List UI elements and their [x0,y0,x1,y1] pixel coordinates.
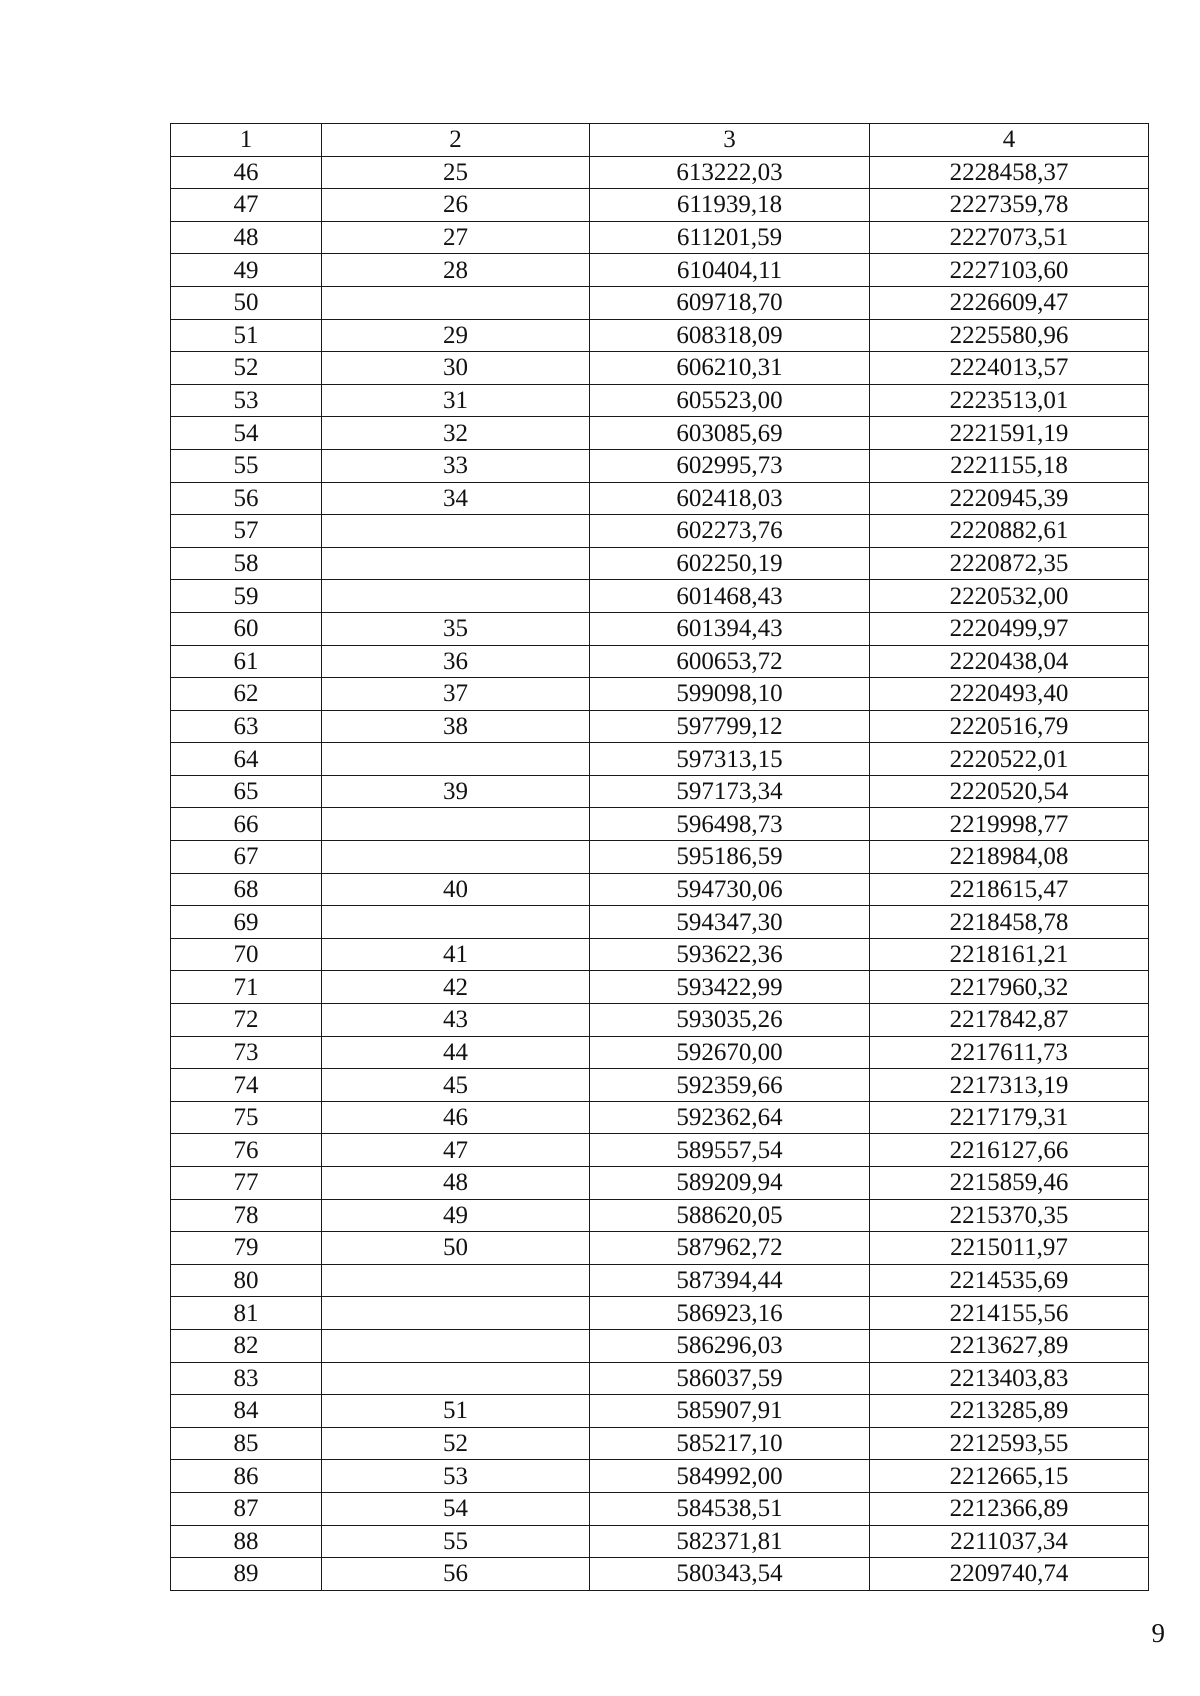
table-cell-col-1: 84 [171,1395,322,1428]
table-cell-col-4: 2220516,79 [870,710,1149,743]
table-row [171,743,1149,776]
table-cell-col-4: 2218615,47 [870,873,1149,906]
table-row [171,710,1149,743]
table-cell-col-2: 26 [322,189,590,222]
table-header [171,124,1149,157]
table-cell-col-1: 77 [171,1167,322,1200]
table-row [171,1167,1149,1200]
table-cell-col-1: 62 [171,678,322,711]
table-cell-col-4: 2217960,32 [870,971,1149,1004]
table-cell-col-2: 44 [322,1036,590,1069]
table-cell-col-4: 2218161,21 [870,938,1149,971]
table-row [171,678,1149,711]
table-cell-col-3: 593422,99 [590,971,870,1004]
table-cell-col-3: 587962,72 [590,1232,870,1265]
table-cell-col-2: 39 [322,775,590,808]
table-row [171,873,1149,906]
table-cell-col-2: 32 [322,417,590,450]
table-cell-col-3: 592359,66 [590,1069,870,1102]
table-cell-col-2: 37 [322,678,590,711]
table-cell-col-1: 49 [171,254,322,287]
table-cell-col-2 [322,841,590,874]
table-cell-col-1: 82 [171,1329,322,1362]
table-cell-col-4: 2220945,39 [870,482,1149,515]
table-cell-col-2: 48 [322,1167,590,1200]
table-row [171,189,1149,222]
table-row [171,612,1149,645]
table-cell-col-1: 61 [171,645,322,678]
table-cell-col-4: 2220438,04 [870,645,1149,678]
table-cell-col-4: 2213403,83 [870,1362,1149,1395]
table-cell-col-1: 56 [171,482,322,515]
table-cell-col-3: 584538,51 [590,1492,870,1525]
table-cell-col-3: 603085,69 [590,417,870,450]
table-cell-col-4: 2215859,46 [870,1167,1149,1200]
table-row [171,1492,1149,1525]
table-cell-col-2 [322,580,590,613]
table-cell-col-4: 2217179,31 [870,1101,1149,1134]
table-cell-col-4: 2217842,87 [870,1004,1149,1037]
table-cell-col-4: 2220522,01 [870,743,1149,776]
table-cell-col-2: 33 [322,449,590,482]
table-cell-col-1: 83 [171,1362,322,1395]
coordinates-table [170,123,1149,1591]
table-cell-col-4: 2218458,78 [870,906,1149,939]
table-cell-col-4: 2221155,18 [870,449,1149,482]
table-cell-col-3: 593035,26 [590,1004,870,1037]
page-number: 9 [1151,1618,1165,1648]
column-header-3: 3 [590,124,870,157]
table-row [171,1004,1149,1037]
table-cell-col-3: 602418,03 [590,482,870,515]
table-cell-col-4: 2224013,57 [870,352,1149,385]
table-cell-col-4: 2215370,35 [870,1199,1149,1232]
table-row [171,482,1149,515]
table-cell-col-4: 2212366,89 [870,1492,1149,1525]
table-cell-col-2 [322,906,590,939]
table-cell-col-2: 28 [322,254,590,287]
table-cell-col-2: 43 [322,1004,590,1037]
table-cell-col-2: 36 [322,645,590,678]
table-cell-col-1: 71 [171,971,322,1004]
table-cell-col-3: 597313,15 [590,743,870,776]
table-cell-col-2: 38 [322,710,590,743]
table-cell-col-2 [322,1329,590,1362]
table-cell-col-2 [322,286,590,319]
table-cell-col-1: 47 [171,189,322,222]
table-cell-col-3: 595186,59 [590,841,870,874]
table-cell-col-2: 49 [322,1199,590,1232]
table-cell-col-4: 2228458,37 [870,156,1149,189]
table-cell-col-3: 602273,76 [590,515,870,548]
table-row [171,938,1149,971]
table-cell-col-1: 81 [171,1297,322,1330]
table-cell-col-1: 59 [171,580,322,613]
table-cell-col-2: 55 [322,1525,590,1558]
table-cell-col-1: 67 [171,841,322,874]
table-cell-col-1: 58 [171,547,322,580]
table-cell-col-3: 584992,00 [590,1460,870,1493]
table-cell-col-3: 587394,44 [590,1264,870,1297]
table-row [171,156,1149,189]
table-cell-col-3: 606210,31 [590,352,870,385]
table-row [171,1525,1149,1558]
table-cell-col-3: 592670,00 [590,1036,870,1069]
table-cell-col-1: 51 [171,319,322,352]
table-row [171,1101,1149,1134]
table-cell-col-3: 582371,81 [590,1525,870,1558]
table-cell-col-4: 2220499,97 [870,612,1149,645]
table-cell-col-3: 600653,72 [590,645,870,678]
table-row [171,449,1149,482]
table-cell-col-3: 610404,11 [590,254,870,287]
table-cell-col-1: 53 [171,384,322,417]
table-cell-col-4: 2212665,15 [870,1460,1149,1493]
table-cell-col-3: 611201,59 [590,221,870,254]
table-cell-col-4: 2213285,89 [870,1395,1149,1428]
table-cell-col-1: 60 [171,612,322,645]
table-cell-col-3: 589557,54 [590,1134,870,1167]
table-cell-col-2 [322,515,590,548]
table-cell-col-2: 54 [322,1492,590,1525]
table-cell-col-2: 46 [322,1101,590,1134]
table-row [171,906,1149,939]
table-row [171,319,1149,352]
table-cell-col-3: 601468,43 [590,580,870,613]
table-cell-col-1: 85 [171,1427,322,1460]
table-cell-col-2: 40 [322,873,590,906]
table-cell-col-2 [322,547,590,580]
table-cell-col-4: 2227359,78 [870,189,1149,222]
table-row [171,775,1149,808]
table-cell-col-1: 79 [171,1232,322,1265]
table-cell-col-3: 608318,09 [590,319,870,352]
table-cell-col-4: 2220532,00 [870,580,1149,613]
table-cell-col-1: 46 [171,156,322,189]
table-row [171,417,1149,450]
table-cell-col-3: 589209,94 [590,1167,870,1200]
table-cell-col-3: 602250,19 [590,547,870,580]
table-cell-col-2: 45 [322,1069,590,1102]
table-cell-col-2 [322,1264,590,1297]
table-row [171,1264,1149,1297]
table-cell-col-3: 585217,10 [590,1427,870,1460]
table-cell-col-3: 611939,18 [590,189,870,222]
table-cell-col-1: 66 [171,808,322,841]
table-cell-col-1: 86 [171,1460,322,1493]
table-cell-col-2: 30 [322,352,590,385]
table-cell-col-3: 586037,59 [590,1362,870,1395]
table-cell-col-3: 597799,12 [590,710,870,743]
table-row [171,580,1149,613]
table-cell-col-2: 29 [322,319,590,352]
table-cell-col-1: 54 [171,417,322,450]
table-cell-col-3: 588620,05 [590,1199,870,1232]
column-header-4: 4 [870,124,1149,157]
table-row [171,384,1149,417]
table-cell-col-1: 64 [171,743,322,776]
table-cell-col-4: 2209740,74 [870,1558,1149,1591]
table-cell-col-2: 47 [322,1134,590,1167]
table-cell-col-2 [322,1362,590,1395]
table-cell-col-3: 593622,36 [590,938,870,971]
table-cell-col-3: 594347,30 [590,906,870,939]
table-cell-col-2: 34 [322,482,590,515]
table-cell-col-1: 73 [171,1036,322,1069]
table-cell-col-4: 2226609,47 [870,286,1149,319]
table-cell-col-2: 50 [322,1232,590,1265]
table-row [171,1069,1149,1102]
table-cell-col-3: 596498,73 [590,808,870,841]
table-cell-col-3: 602995,73 [590,449,870,482]
table-row [171,1232,1149,1265]
table-row [171,1297,1149,1330]
table-row [171,1362,1149,1395]
table-cell-col-2: 31 [322,384,590,417]
column-header-1: 1 [171,124,322,157]
table-cell-col-4: 2214535,69 [870,1264,1149,1297]
table-cell-col-1: 74 [171,1069,322,1102]
table-cell-col-2: 56 [322,1558,590,1591]
table-cell-col-1: 69 [171,906,322,939]
table-cell-col-4: 2212593,55 [870,1427,1149,1460]
table-cell-col-3: 592362,64 [590,1101,870,1134]
table-cell-col-3: 580343,54 [590,1558,870,1591]
table-cell-col-2: 25 [322,156,590,189]
table-cell-col-1: 68 [171,873,322,906]
table-row [171,1395,1149,1428]
table-row [171,971,1149,1004]
table-cell-col-2: 41 [322,938,590,971]
table-cell-col-3: 605523,00 [590,384,870,417]
table-cell-col-4: 2211037,34 [870,1525,1149,1558]
table-cell-col-4: 2216127,66 [870,1134,1149,1167]
table-cell-col-2 [322,1297,590,1330]
table-cell-col-4: 2227073,51 [870,221,1149,254]
table-row [171,515,1149,548]
table-cell-col-1: 78 [171,1199,322,1232]
table-cell-col-2: 42 [322,971,590,1004]
table-cell-col-1: 50 [171,286,322,319]
table-row [171,1134,1149,1167]
table-row [171,352,1149,385]
table-row [171,547,1149,580]
table-cell-col-1: 89 [171,1558,322,1591]
table-cell-col-4: 2220493,40 [870,678,1149,711]
table-cell-col-2: 51 [322,1395,590,1428]
table-cell-col-4: 2220872,35 [870,547,1149,580]
table-cell-col-1: 76 [171,1134,322,1167]
table-cell-col-3: 586923,16 [590,1297,870,1330]
table-cell-col-3: 613222,03 [590,156,870,189]
table-cell-col-1: 75 [171,1101,322,1134]
table-cell-col-3: 594730,06 [590,873,870,906]
table-cell-col-4: 2213627,89 [870,1329,1149,1362]
table-cell-col-4: 2221591,19 [870,417,1149,450]
table-row [171,1427,1149,1460]
table-cell-col-4: 2223513,01 [870,384,1149,417]
table-row [171,808,1149,841]
table-row [171,1036,1149,1069]
table-cell-col-1: 48 [171,221,322,254]
table-cell-col-4: 2218984,08 [870,841,1149,874]
table-cell-col-1: 88 [171,1525,322,1558]
table-cell-col-2 [322,743,590,776]
table-row [171,1460,1149,1493]
table-cell-col-4: 2227103,60 [870,254,1149,287]
table-cell-col-4: 2214155,56 [870,1297,1149,1330]
table-cell-col-1: 87 [171,1492,322,1525]
table-cell-col-2: 27 [322,221,590,254]
table-cell-col-1: 72 [171,1004,322,1037]
table-cell-col-2: 35 [322,612,590,645]
table-cell-col-1: 63 [171,710,322,743]
table-cell-col-1: 70 [171,938,322,971]
table-cell-col-1: 52 [171,352,322,385]
table-row [171,1199,1149,1232]
table-cell-col-4: 2217313,19 [870,1069,1149,1102]
table-cell-col-4: 2220882,61 [870,515,1149,548]
table-cell-col-2: 52 [322,1427,590,1460]
table-cell-col-2: 53 [322,1460,590,1493]
table-cell-col-3: 609718,70 [590,286,870,319]
header-row [171,124,1149,157]
table-cell-col-2 [322,808,590,841]
table-cell-col-4: 2225580,96 [870,319,1149,352]
table-row [171,1558,1149,1591]
table-row [171,1329,1149,1362]
table-cell-col-1: 65 [171,775,322,808]
table-row [171,221,1149,254]
table-row [171,841,1149,874]
table-cell-col-4: 2217611,73 [870,1036,1149,1069]
table-cell-col-3: 586296,03 [590,1329,870,1362]
table-row [171,286,1149,319]
table-body [171,156,1149,1590]
table-cell-col-3: 599098,10 [590,678,870,711]
table-row [171,645,1149,678]
table-row [171,254,1149,287]
column-header-2: 2 [322,124,590,157]
table-cell-col-4: 2220520,54 [870,775,1149,808]
table-cell-col-3: 585907,91 [590,1395,870,1428]
table-cell-col-3: 597173,34 [590,775,870,808]
table-cell-col-3: 601394,43 [590,612,870,645]
table-cell-col-4: 2215011,97 [870,1232,1149,1265]
table-cell-col-4: 2219998,77 [870,808,1149,841]
table-cell-col-1: 57 [171,515,322,548]
table-cell-col-1: 55 [171,449,322,482]
table-cell-col-1: 80 [171,1264,322,1297]
